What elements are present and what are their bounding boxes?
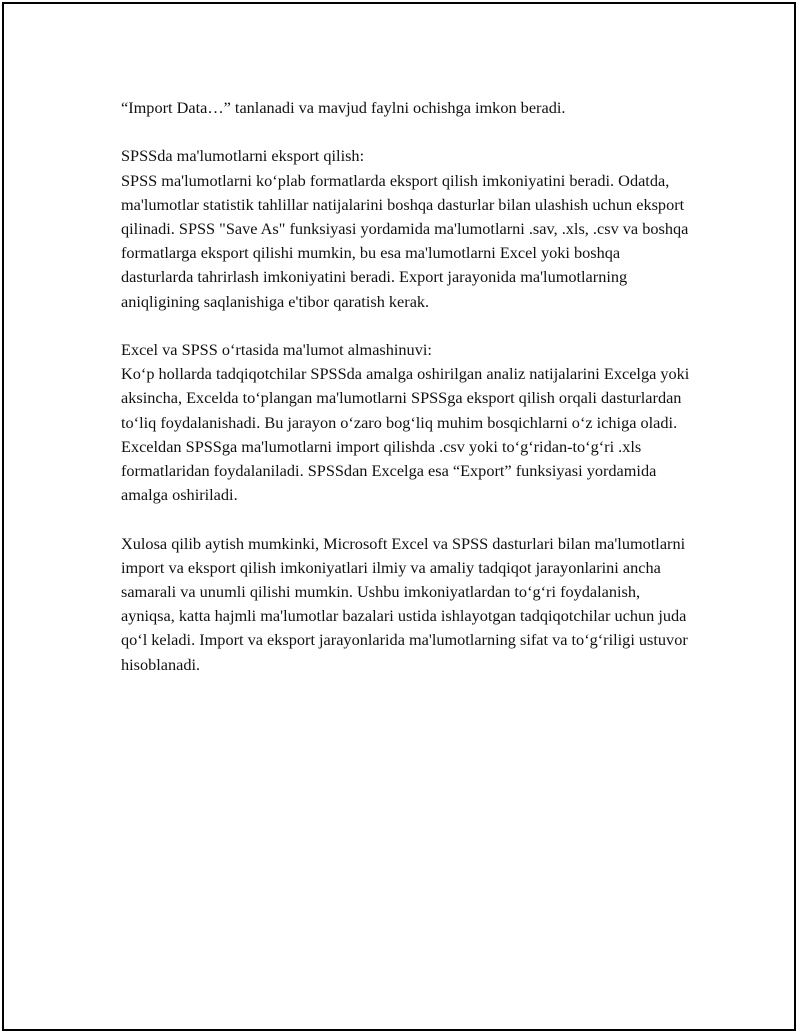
conclusion-paragraph	[121, 532, 691, 677]
conclusion-text: Xulosa qilib aytish mumkinki, Microsoft Excel va SPSS dasturlari bilan ma'lumotlarni import va eksport qilish imkoniyatlari ilmiy va amaliy tadqiqot jarayonlarini ancha samarali va unumli qilishi mumkin. Ushbu imkoniyatlardan to‘g‘ri foydalanish, ayniqsa, katta hajmli ma'lumotlar bazalari ustida ishlayotgan tadqiqotchilar uchun juda qo‘l keladi. Import va eksport jarayonlarida ma'lumotlarning sifat va to‘g‘riligi ustuvor hisoblanadi.	[121, 533, 692, 674]
section-body: SPSS ma'lumotlarni ko‘plab formatlarda eksport qilish imkoniyatini beradi. Odatda, ma'lumotlar statistik tahlillar natijalarini boshqa dasturlar bilan ulashish uchun eksport qilinadi. SPSS "Save As" funksiyasi yordamida ma'lumotlarni .sav, .xls, .csv va boshqa formatlarga eksport qilishi mumkin, bu esa ma'lumotlarni Excel yoki boshqa dasturlarda tahrirlash imkoniyatini beradi. Export jarayonida ma'lumotlarning aniqligining saqlanishiga e'tibor qaratish kerak.	[121, 170, 693, 311]
section-heading: SPSSda ma'lumotlarni eksport qilish:	[121, 146, 365, 166]
section-spss-export	[121, 144, 691, 313]
section-heading: Excel va SPSS o‘rtasida ma'lumot almashinuvi:	[121, 340, 432, 359]
page-frame	[2, 2, 796, 1031]
section-body: Ko‘p hollarda tadqiqotchilar SPSSda amalga oshirilgan analiz natijalarini Excelga yoki aksincha, Excelda to‘plangan ma'lumotlarni SPSSga eksport qilish orqali dasturlardan to‘liq foydalanishadi. Bu jarayon o‘zaro bog‘liq muhim bosqichlarni o‘z ichiga oladi. Exceldan SPSSga ma'lumotlarni import qilishda .csv yoki to‘g‘ridan-to‘g‘ri .xls formatlaridan foydalaniladi. SPSSdan Excelga esa “Export” funksiyasi yordamida amalga oshiriladi.	[121, 364, 694, 505]
document-body	[121, 96, 694, 701]
section-excel-spss-exchange	[121, 338, 694, 507]
intro-line: “Import Data…” tanlanadi va mavjud faylni ochishga imkon beradi.	[121, 98, 566, 117]
intro-paragraph	[121, 96, 691, 120]
